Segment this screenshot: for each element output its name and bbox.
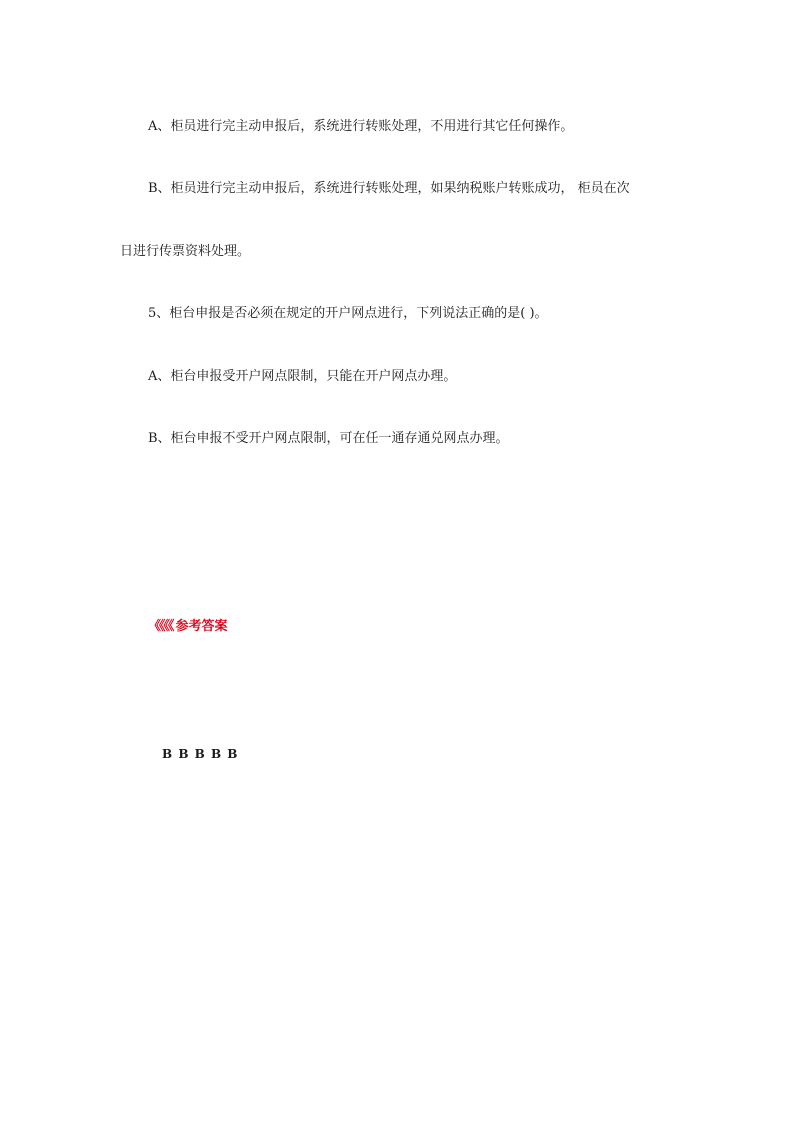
option-a-q5: A、柜台申报受开户网点限制，只能在开户网点办理。 xyxy=(148,369,457,384)
question-5: 5、柜台申报是否必须在规定的开户网点进行，下列说法正确的是( )。 xyxy=(148,306,548,321)
option-b-q5: B、柜台申报不受开户网点限制，可在任一通存通兑网点办理。 xyxy=(148,431,509,446)
option-a-q4: A、柜员进行完主动申报后，系统进行转账处理，不用进行其它任何操作。 xyxy=(148,119,574,134)
double-chevron-left-icon: 《《《《 xyxy=(148,619,173,634)
option-b-q4: B、柜员进行完主动申报后，系统进行转账处理，如果纳税账户转账成功， 柜员在次 xyxy=(148,181,630,196)
answer-key: B B B B B xyxy=(162,747,238,761)
reference-answer-heading xyxy=(148,619,228,635)
reference-answer-label: 参考答案 xyxy=(175,619,228,634)
option-b-q4-continuation: 日进行传票资料处理。 xyxy=(120,244,251,259)
